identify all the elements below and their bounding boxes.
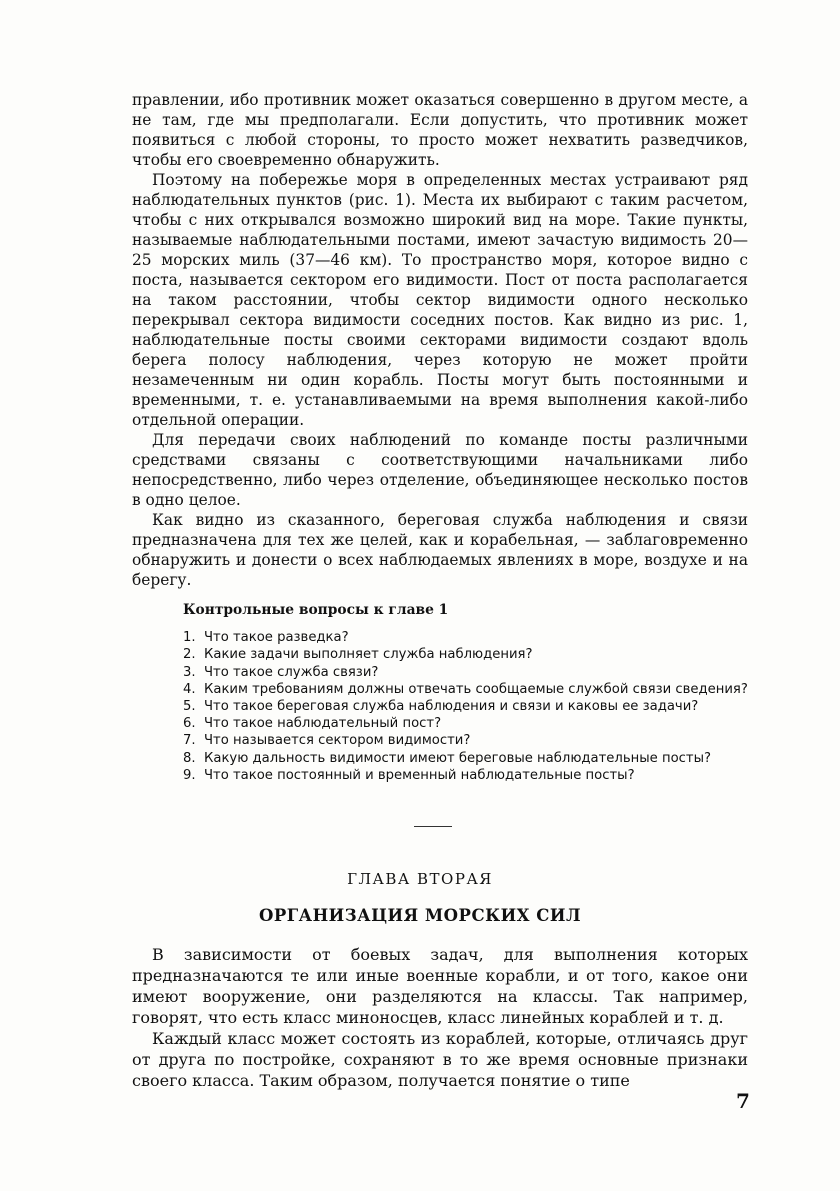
paragraph: Поэтому на побережье моря в определенных местах устраивают ряд наблюдательных пунктов (рис. 1). Места их выбирают с таким расчетом, чтобы с них открывался возможно широкий вид на море. Такие пункты, называемые наблюдательными постами, имеют зачастую видимость 20—25 морских миль (37—46 км). То пространство моря, которое видно с поста, называется сектором его видимости. Пост от поста располагается на таком расстоянии, чтобы сектор видимости одного несколько перекрывал сектора видимости соседних постов. Как видно из рис. 1, наблюдательные посты своими секторами видимости создают вдоль берега полосу наблюдения, через которую не может пройти незамеченным ни один корабль. Посты могут быть постоянными и временными, т. е. устанавливаемыми на время выполнения какой-либо отдельной операции. [132,171,748,429]
list-item [183,681,750,698]
paragraph: Как видно из сказанного, береговая служба наблюдения и связи предназначена для тех же целей, как и корабельная, — заблаговременно обнаружить и донести о всех наблюдаемых явлениях в море, воздухе и на берегу. [132,511,748,589]
list-item [183,629,750,646]
control-questions [183,602,750,784]
list-item [183,767,750,784]
list-item [183,732,750,749]
item-text: Что такое разведка? [204,630,349,646]
item-text: Каким требованиям должны отвечать сообщаемые службой связи сведения? [204,681,748,697]
item-number: 8. [183,750,196,766]
paragraph: В зависимости от боевых задач, для выполнения которых предназначаются те или иные военные корабли, и от того, какое они имеют вооружение, они разделяются на классы. Так например, говорят, что есть класс миноносцев, класс линейных кораблей и т. д. [132,945,748,1027]
list-item [183,664,750,681]
page-number: 7 [736,1089,750,1113]
list-item [183,750,750,767]
item-text: Что называется сектором видимости? [204,733,471,749]
paragraph: Каждый класс может состоять из кораблей, которые, отличаясь друг от друга по постройке, сохраняют в то же время основные признаки своего класса. Таким образом, получается понятие о типе [132,1029,748,1090]
chapter-title: ОРГАНИЗАЦИЯ МОРСКИХ СИЛ [258,906,582,925]
item-number: 6. [183,716,196,732]
item-text: Какие задачи выполняет служба наблюдения? [204,647,533,663]
item-text: Что такое наблюдательный пост? [204,716,442,732]
item-number: 5. [183,699,196,715]
item-text: Какую дальность видимости имеют береговые наблюдательные посты? [204,750,711,766]
item-number: 2. [183,647,196,663]
list-item [183,715,750,732]
item-number: 1. [183,630,196,646]
chapter-two-text [132,944,748,1091]
list-item [183,646,750,663]
item-text: Что такое служба связи? [204,664,379,680]
paragraph: правлении, ибо противник может оказаться совершенно в другом месте, а не там, где мы предполагали. Если допустить, что противник может появиться с любой стороны, то просто может нехватить разведчиков, чтобы его своевременно обнаружить. [132,91,748,169]
item-text: Что такое постоянный и временный наблюдательные посты? [204,767,635,783]
item-text: Что такое береговая служба наблюдения и связи и каковы ее задачи? [204,699,699,715]
item-number: 9. [183,767,196,783]
list-item [183,698,750,715]
chapter-label: ГЛАВА ВТОРАЯ [347,870,493,888]
questions-list [183,629,750,784]
section-one-text [132,90,748,590]
questions-heading: Контрольные вопросы к главе 1 [183,602,449,618]
item-number: 3. [183,664,196,680]
item-number: 4. [183,681,196,697]
item-number: 7. [183,733,196,749]
section-divider [414,826,452,827]
paragraph: Для передачи своих наблюдений по команде посты различными средствами связаны с соответствующими начальниками либо непосредственно, либо через отделение, объединяющее несколько постов в одно целое. [132,431,748,509]
